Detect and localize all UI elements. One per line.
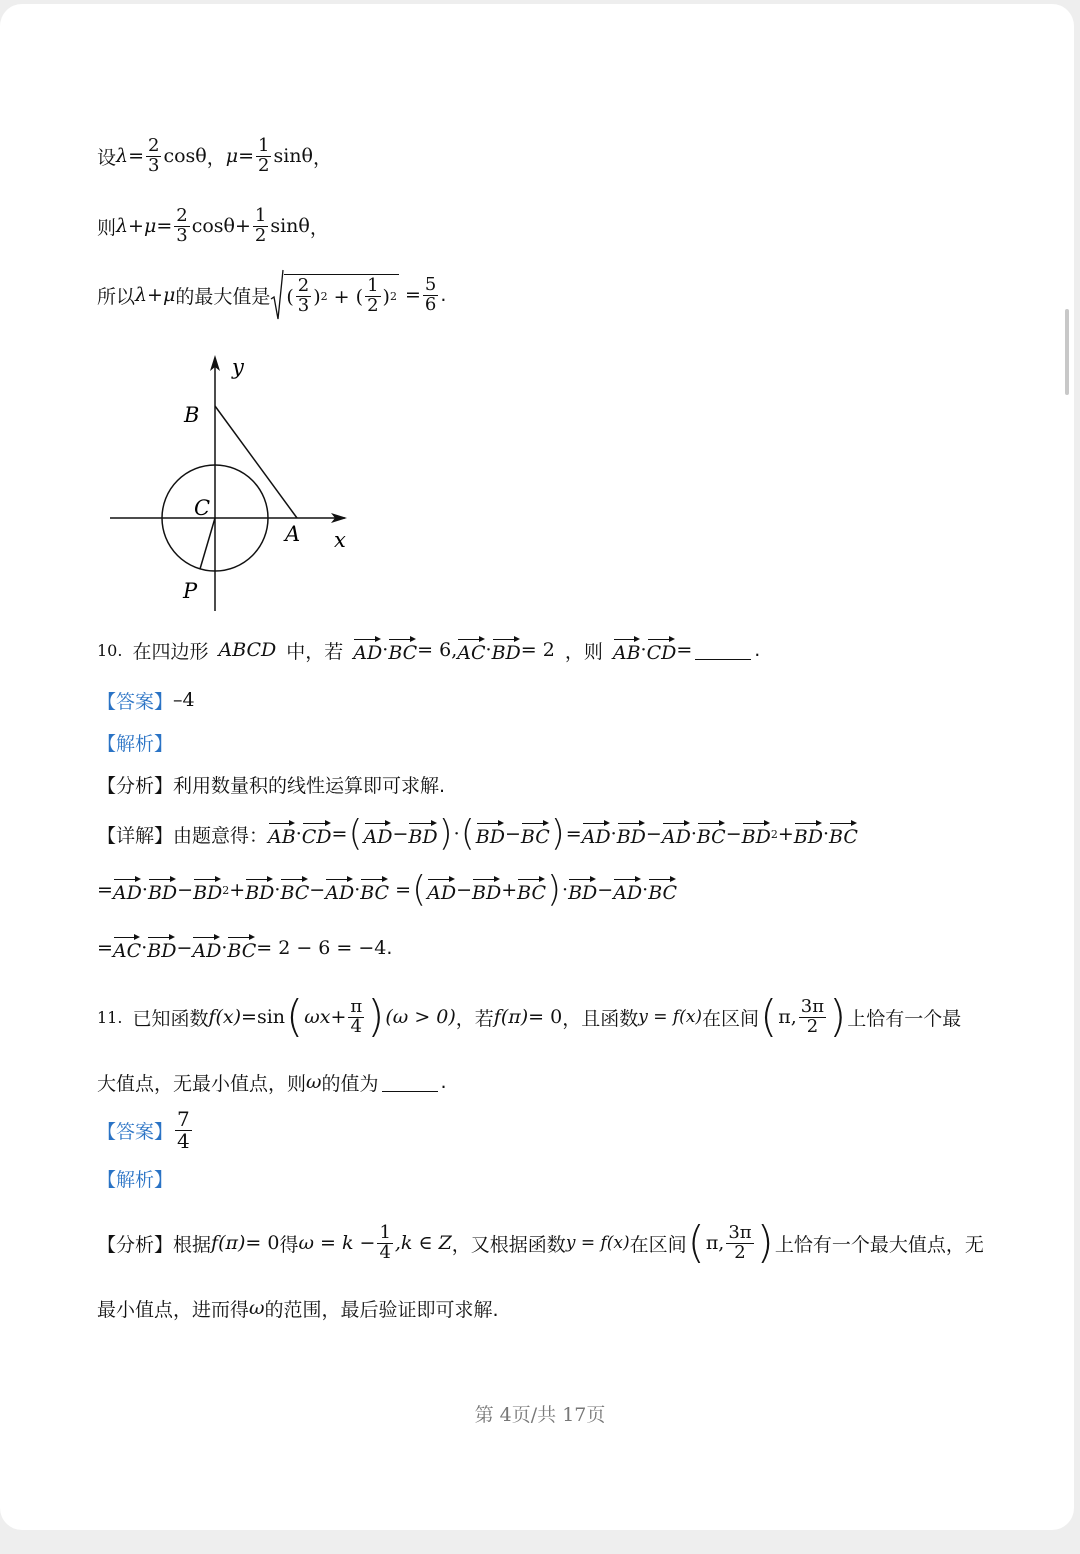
answer-blank xyxy=(382,1073,438,1092)
question-10: 10. 在四边形 ABCD 中，若 AD · BC = 6, AC · BD = 2 ，则 AB · CD = . xyxy=(97,630,760,670)
segment-ab xyxy=(215,406,297,518)
question-11: 11. 已知函数 f(x) = sin ( ωx + $\frac{\pi}{4}$ ) (ω > 0) ，若 f(π) = 0 ，且函数 y = f(x) 在区间 ( π, $\frac{3\pi}{2}$ ) 上恰有一个最 xyxy=(97,991,962,1042)
q10-analysis-tag: 【解析】 xyxy=(97,732,174,755)
radical-sign-icon xyxy=(270,269,284,321)
label-y: y xyxy=(232,355,244,379)
geometry-figure xyxy=(100,349,360,614)
line-max-value: 所以 λ+μ 的最大值是 ( $\frac{2}{3}$ ) 2 + ( $\frac{1}{2}$ ) 2 = $\frac{5}{6}$ . xyxy=(97,266,446,324)
label-b: B xyxy=(184,403,200,427)
label-x: x xyxy=(334,528,346,552)
q11-answer: 【答案】 $\frac{7}{4}$ xyxy=(97,1106,190,1153)
q10-detail-line-2: = AD · BD − BD 2 + BD · BC − AD · BC = ( AD − BD + BC ) · BD − AD · BC xyxy=(97,869,678,910)
q11-analysis-tag: 【解析】 xyxy=(97,1168,174,1191)
q11-fenxi-line-2: 最小值点，进而得 ω 的范围，最后验证即可求解. xyxy=(97,1297,499,1321)
square-root: ( $\frac{2}{3}$ ) 2 + ( $\frac{1}{2}$ ) 2 xyxy=(270,269,399,321)
segment-cp xyxy=(200,518,215,569)
q11-fenxi-line-1: 【分析】 根据 f(π) = 0 得 ω = k − $\frac{1}{4}$ ,k ∈ Z ，又根据函数 y = f(x) 在区间 ( π, $\frac{3\pi}{2}$ ) 上恰有一个最大值点，无 xyxy=(97,1217,984,1268)
q11-line-2: 大值点，无最小值点，则 ω 的值为 . xyxy=(97,1071,447,1095)
label-a: A xyxy=(285,522,301,546)
q10-answer: 【答案】 –4 xyxy=(97,689,195,713)
q10-fenxi: 【分析】 利用数量积的线性运算即可求解. xyxy=(97,774,446,797)
document-page xyxy=(0,4,1074,1530)
page-number-footer: 第 4页/共 17页 xyxy=(474,1404,606,1426)
answer-blank xyxy=(695,641,751,660)
label-c: C xyxy=(194,496,211,520)
line-sum: 则 λ+μ = $\frac{2}{3}$ cosθ + $\frac{1}{2}$ sinθ ， xyxy=(97,204,329,246)
q10-detail-line-3: = AC · BD − AD · BC = 2 − 6 = −4 . xyxy=(97,928,392,968)
label-p: P xyxy=(183,579,198,603)
scrollbar-thumb[interactable] xyxy=(1065,309,1069,395)
fraction: $\frac{1}{2}$ xyxy=(258,134,270,176)
fraction: $\frac{2}{3}$ xyxy=(147,134,160,176)
line-set-lambda-mu: 设 λ = $\frac{2}{3}$ cosθ ， μ = $\frac{1}{2}$ sinθ ， xyxy=(97,134,332,176)
q10-detail-line-1: 【详解】 由题意得： AB · CD = ( AD − BD ) · ( BD − BC ) = AD · BD − AD · BC − BD 2 + BD · BC xyxy=(97,813,858,854)
